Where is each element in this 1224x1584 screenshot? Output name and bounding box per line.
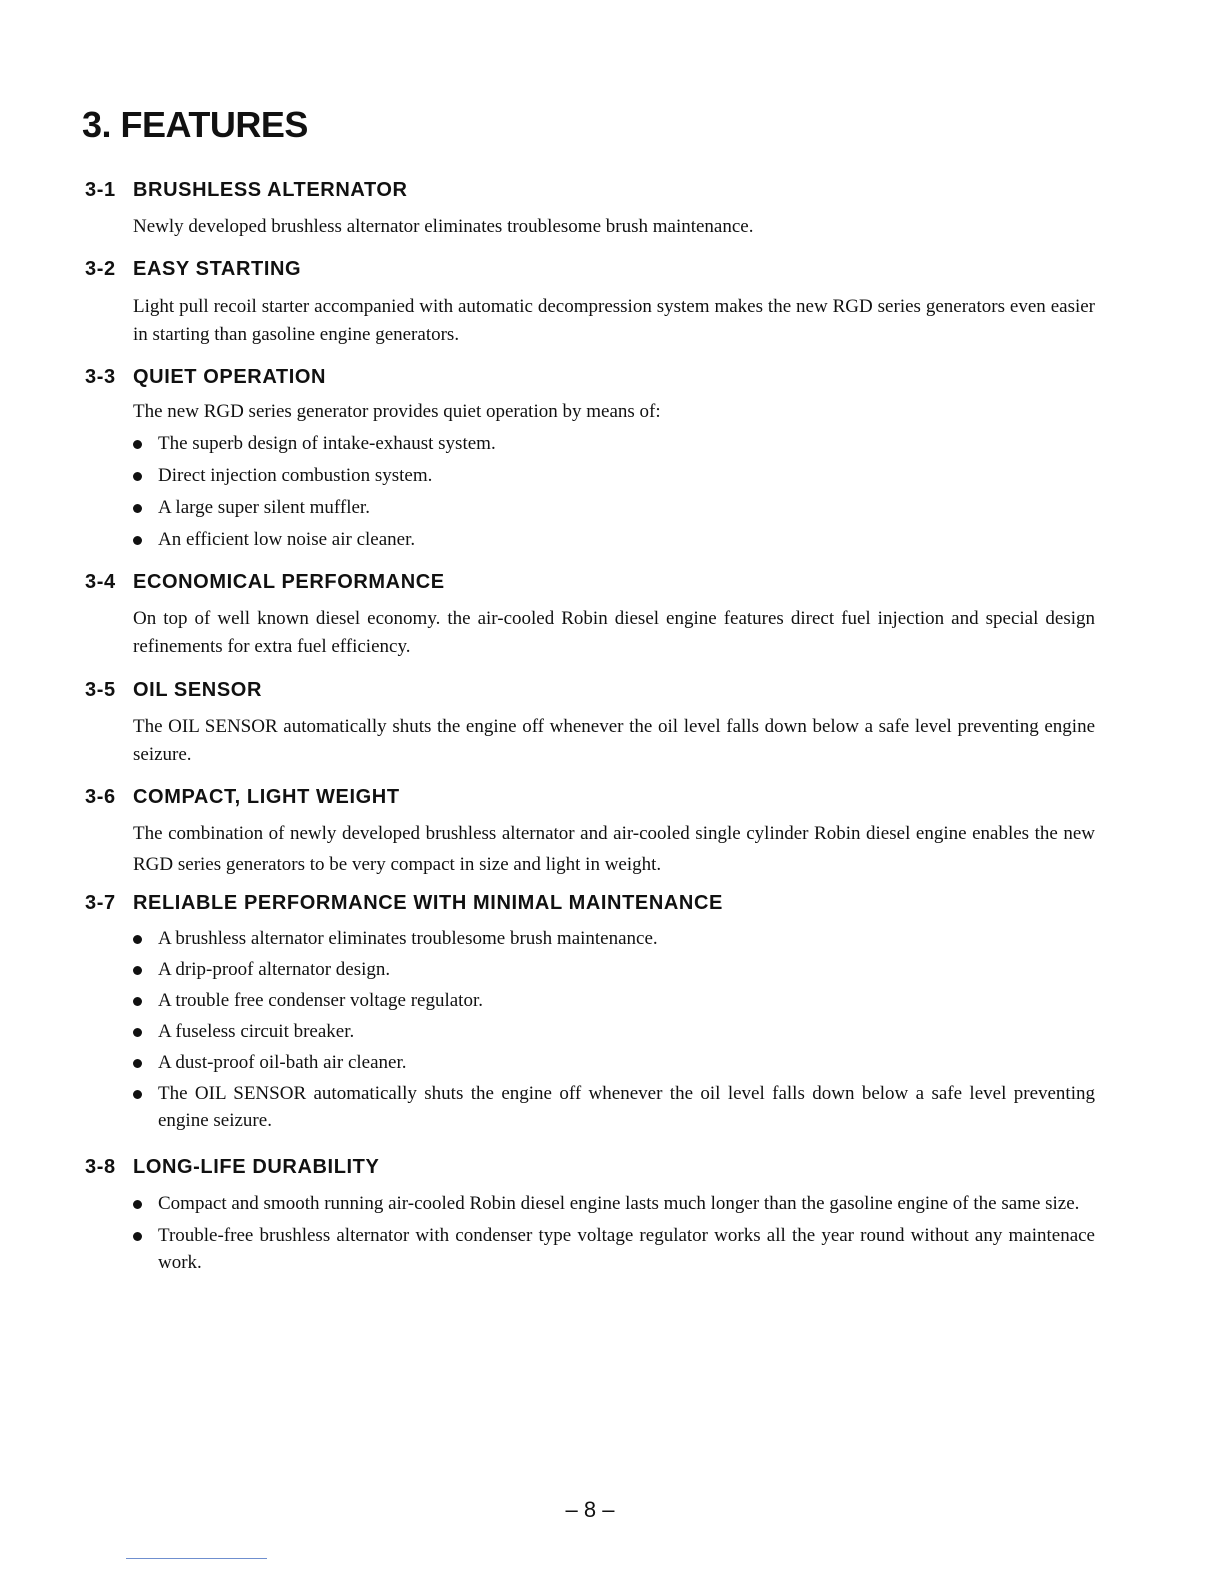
bullet-icon <box>133 935 142 944</box>
section-heading <box>85 258 301 281</box>
section-heading <box>85 892 723 915</box>
section-paragraph: The OIL SENSOR automatically shuts the engine off whenever the oil level falls down below a safe level preventing engine seizure. <box>133 716 1095 765</box>
section-heading <box>85 179 408 202</box>
list-item <box>133 430 1095 457</box>
list-item-text: Compact and smooth running air-cooled Robin diesel engine lasts much longer than the gasoline engine of the same size. <box>158 1193 1080 1214</box>
list-item <box>133 494 1095 521</box>
list-item-text: The OIL SENSOR automatically shuts the engine off whenever the oil level falls down below a safe level preventing engine seizure. <box>158 1083 1095 1131</box>
section-paragraph: Newly developed brushless alternator eliminates troublesome brush maintenance. <box>133 216 754 237</box>
section-number: 3-1 <box>85 179 116 201</box>
list-item-text: A brushless alternator eliminates troublesome brush maintenance. <box>158 928 658 949</box>
list-item <box>133 1080 1095 1134</box>
section-title: QUIET OPERATION <box>133 366 327 388</box>
section-title: LONG-LIFE DURABILITY <box>133 1156 380 1178</box>
section-number: 3-4 <box>85 571 116 593</box>
list-item <box>133 987 1095 1014</box>
bullet-icon <box>133 1232 142 1241</box>
list-item <box>133 956 1095 983</box>
bullet-icon <box>133 536 142 545</box>
page-title: 3. FEATURES <box>82 104 308 145</box>
section-heading <box>85 1156 379 1179</box>
section-heading <box>85 679 262 702</box>
bullet-icon <box>133 997 142 1006</box>
bullet-icon <box>133 1028 142 1037</box>
bullet-icon <box>133 440 142 449</box>
list-item <box>133 925 1095 952</box>
list-item-text: An efficient low noise air cleaner. <box>158 529 416 550</box>
section-title: OIL SENSOR <box>133 679 262 701</box>
section-title: ECONOMICAL PERFORMANCE <box>133 571 445 593</box>
bullet-icon <box>133 966 142 975</box>
list-item <box>133 1222 1095 1276</box>
list-item <box>133 462 1095 489</box>
section-title: RELIABLE PERFORMANCE WITH MINIMAL MAINTENANCE <box>133 892 723 914</box>
bullet-icon <box>133 504 142 513</box>
section-paragraph: Light pull recoil starter accompanied with automatic decompression system makes the new RGD series generators even easier in starting than gasoline engine generators. <box>133 296 1095 345</box>
list-item-text: Trouble-free brushless alternator with condenser type voltage regulator works all the year round without any maintenace work. <box>158 1225 1095 1273</box>
section-paragraph: On top of well known diesel economy. the air-cooled Robin diesel engine features direct fuel injection and special design refinements for extra fuel efficiency. <box>133 608 1095 657</box>
section-paragraph: The combination of newly developed brushless alternator and air-cooled single cylinder Robin diesel engine enables the new RGD series generators to be very compact in size and light in weight. <box>133 823 1095 875</box>
section-title: BRUSHLESS ALTERNATOR <box>133 179 408 201</box>
bullet-list <box>133 1190 1095 1276</box>
list-item <box>133 1190 1095 1217</box>
list-item-text: A dust-proof oil-bath air cleaner. <box>158 1052 407 1073</box>
section-heading <box>85 786 400 809</box>
bullet-icon <box>133 1090 142 1099</box>
list-item-text: A large super silent muffler. <box>158 497 370 518</box>
bullet-icon <box>133 1059 142 1068</box>
list-item-text: The superb design of intake-exhaust system. <box>158 433 496 454</box>
section-heading <box>85 571 445 594</box>
section-heading <box>85 366 326 389</box>
list-item <box>133 526 1095 553</box>
list-item <box>133 1018 1095 1045</box>
list-item-text: A drip-proof alternator design. <box>158 959 391 980</box>
bullet-list <box>133 925 1095 1134</box>
list-item <box>133 1049 1095 1076</box>
page-number: – 8 – <box>565 1497 615 1522</box>
section-title: COMPACT, LIGHT WEIGHT <box>133 786 400 808</box>
section-title: EASY STARTING <box>133 258 302 280</box>
bullet-list <box>133 430 1095 553</box>
section-number: 3-3 <box>85 366 116 388</box>
section-number: 3-7 <box>85 892 116 914</box>
list-item-text: A trouble free condenser voltage regulator. <box>158 990 483 1011</box>
footer-rule <box>126 1558 267 1559</box>
bullet-icon <box>133 1200 142 1209</box>
section-number: 3-6 <box>85 786 116 808</box>
section-paragraph: The new RGD series generator provides quiet operation by means of: <box>133 401 661 422</box>
section-number: 3-8 <box>85 1156 116 1178</box>
section-number: 3-2 <box>85 258 116 280</box>
bullet-icon <box>133 472 142 481</box>
list-item-text: Direct injection combustion system. <box>158 465 433 486</box>
section-number: 3-5 <box>85 679 116 701</box>
list-item-text: A fuseless circuit breaker. <box>158 1021 355 1042</box>
